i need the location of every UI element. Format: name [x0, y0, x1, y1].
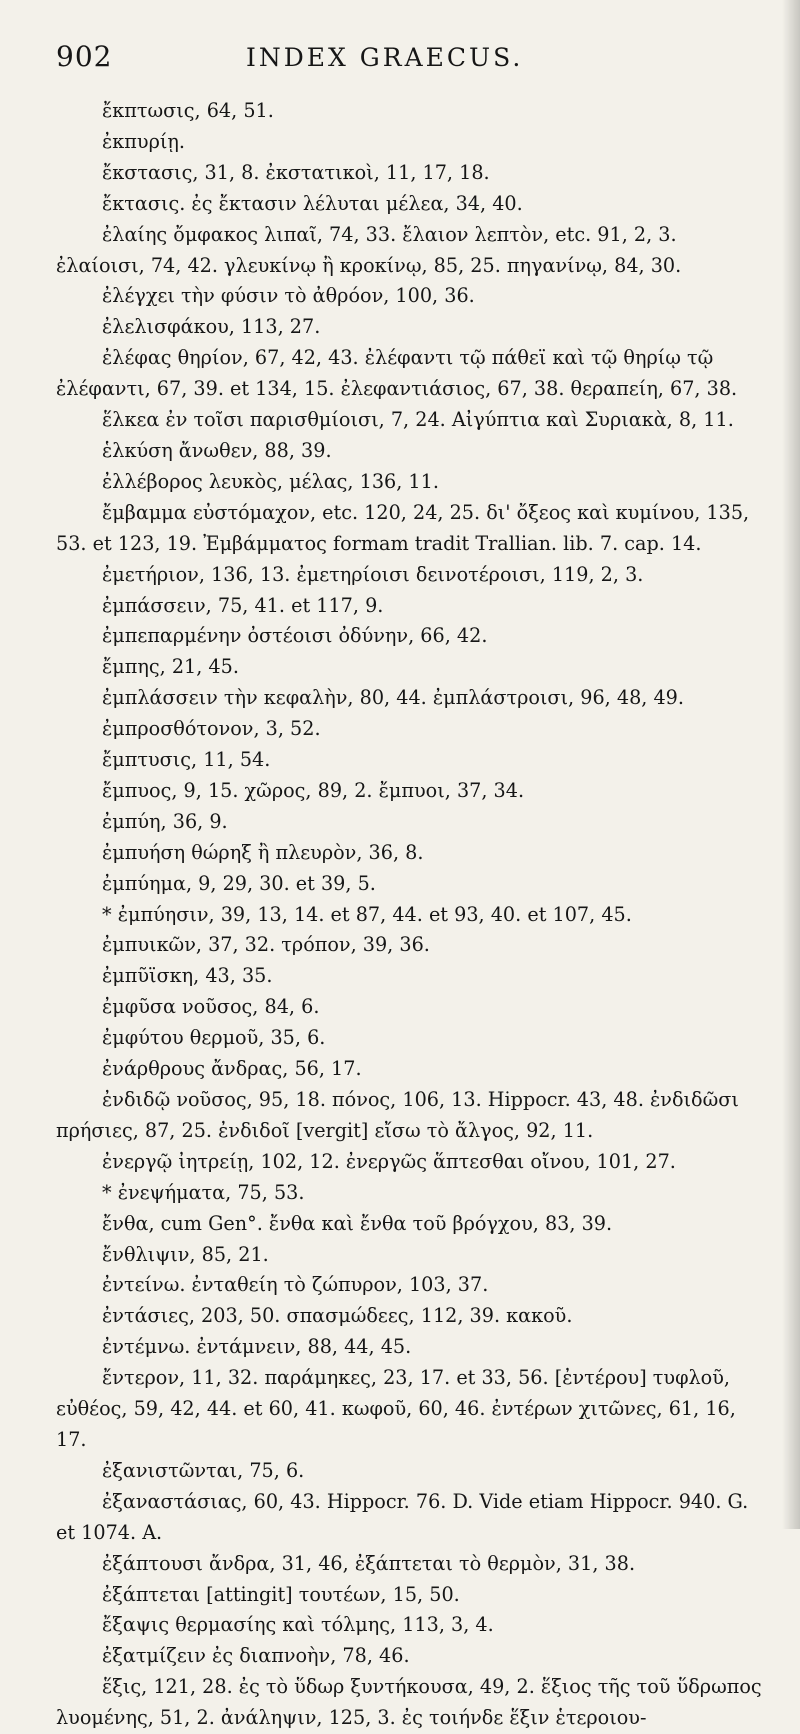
index-entry: ἐμπῦϊσκη, 43, 35. — [102, 964, 273, 988]
index-entry: ἐνάρθρους ἄνδρας, 56, 17. — [102, 1057, 362, 1081]
index-entry: ἐλέγχει τὴν φύσιν τὸ ἀθρόον, 100, 36. — [102, 284, 475, 308]
index-entry: ἔντερον, 11, 32. παράμηκες, 23, 17. et 33, 56. [ἐντέρου] τυφλοῦ, εὐθέος, 59, 42, 44. et 60, 41. κωφοῦ, 60, 46. ἐντέρων χιτῶνες, 61, 16, 17. — [56, 1366, 736, 1451]
index-entry: ἔμπτυσις, 11, 54. — [102, 748, 271, 772]
index-entry: ἐμπλάσσειν τὴν κεφαλὴν, 80, 44. ἐμπλάστροισι, 96, 48, 49. — [102, 686, 684, 710]
index-entry: ἐμπύημα, 9, 29, 30. et 39, 5. — [102, 871, 376, 895]
index-entry: ἔμβαμμα εὐστόμαχον, etc. 120, 24, 25. δι' ὄξεος καὶ κυμίνου, 135, 53. et 123, 19. Ἐμβάμματος formam tradit Trallian. lib. 7. cap. 14. — [56, 500, 750, 555]
index-entry: ἐμπεπαρμένην ὀστέοισι ὀδύνην, 66, 42. — [102, 624, 488, 648]
index-entry: ἐξανιστῶνται, 75, 6. — [102, 1458, 305, 1482]
index-entry: ἐξαναστάσιας, 60, 43. Hippocr. 76. D. Vide etiam Hippocr. 940. G. et 1074. A. — [56, 1489, 749, 1544]
index-entry: ἐμετήριον, 136, 13. ἐμετηρίοισι δεινοτέροισι, 119, 2, 3. — [102, 562, 644, 586]
index-entry: ἐκπυρίῃ. — [102, 129, 185, 153]
index-entry: ἐμφῦσα νοῦσος, 84, 6. — [102, 995, 320, 1019]
index-entry: * ἐνεψήματα, 75, 53. — [102, 1180, 305, 1204]
index-entry: ἐντείνω. ἐνταθείη τὸ ζώπυρον, 103, 37. — [102, 1273, 489, 1297]
index-entry: * ἐμπύησιν, 39, 13, 14. et 87, 44. et 93, 40. et 107, 45. — [102, 902, 632, 926]
index-entry: ἐμφύτου θερμοῦ, 35, 6. — [102, 1026, 326, 1050]
index-entry: ἐνεργῷ ἰητρείῃ, 102, 12. ἐνεργῶς ἅπτεσθαι οἴνου, 101, 27. — [102, 1149, 676, 1173]
index-entry: ἔκτασις. ἐς ἔκτασιν λέλυται μέλεα, 34, 40. — [102, 191, 523, 215]
index-entry: ἐλλέβορος λευκὸς, μέλας, 136, 11. — [102, 469, 439, 493]
index-entry: ἐμπύη, 36, 9. — [102, 809, 228, 833]
index-entry: ἑλκύση ἄνωθεν, 88, 39. — [102, 438, 332, 462]
index-entries — [56, 96, 764, 1734]
index-entry: ἐμπυικῶν, 37, 32. τρόπον, 39, 36. — [102, 933, 430, 957]
index-entry: ἐντέμνω. ἐντάμνειν, 88, 44, 45. — [102, 1335, 412, 1359]
index-entry: ἔμπυος, 9, 15. χῶρος, 89, 2. ἔμπυοι, 37, 34. — [102, 778, 525, 802]
page-edge-shadow — [782, 0, 800, 1529]
index-entry: ἐξάπτεται [attingit] τουτέων, 15, 50. — [102, 1582, 460, 1606]
index-entry: ἐμπυήση θώρηξ ἢ πλευρὸν, 36, 8. — [102, 840, 424, 864]
index-entry: ἐξάπτουσι ἄνδρα, 31, 46, ἐξάπτεται τὸ θερμὸν, 31, 38. — [102, 1551, 636, 1575]
index-entry: ἕξις, 121, 28. ἐς τὸ ὕδωρ ξυντήκουσα, 49, 2. ἕξιος τῆς τοῦ ὕδρωπος λυομένης, 51, 2. ἀνάληψιν, 125, 3. ἐς τοιήνδε ἕξιν ἑτεροιου- — [56, 1675, 762, 1730]
index-entry: ἐλαίης ὄμφακος λιπαῖ, 74, 33. ἔλαιον λεπτὸν, etc. 91, 2, 3. ἐλαίοισι, 74, 42. γλευκίνῳ ἢ κροκίνῳ, 85, 25. πηγανίνῳ, 84, 30. — [56, 222, 682, 277]
index-entry: ἐξατμίζειν ἐς διαπνοὴν, 78, 46. — [102, 1644, 410, 1668]
index-entry: ἐμπροσθότονον, 3, 52. — [102, 717, 321, 741]
index-entry: ἐλέφας θηρίον, 67, 42, 43. ἐλέφαντι τῷ πάθεϊ καὶ τῷ θηρίῳ τῷ ἐλέφαντι, 67, 39. et 134, 15. ἐλεφαντιάσιος, 67, 38. θεραπείη, 67, 38. — [56, 346, 738, 401]
index-entry: ἔκπτωσις, 64, 51. — [102, 99, 274, 122]
index-entry: ἔνθα, cum Gen°. ἔνθα καὶ ἔνθα τοῦ βρόγχου, 83, 39. — [102, 1211, 613, 1235]
index-entry: ἕλκεα ἐν τοῖσι παρισθμίοισι, 7, 24. Αἰγύπτια καὶ Συριακὰ, 8, 11. — [102, 408, 734, 432]
index-entry: ἐντάσιες, 203, 50. σπασμώδεες, 112, 39. κακοῦ. — [102, 1304, 573, 1328]
index-entry: ἔνθλιψιν, 85, 21. — [102, 1242, 269, 1266]
index-entry: ἐλελισφάκου, 113, 27. — [102, 315, 321, 339]
running-title: INDEX GRAECUS. — [246, 43, 524, 72]
page-number: 902 — [56, 40, 113, 73]
index-entry: ἐμπάσσειν, 75, 41. et 117, 9. — [102, 593, 384, 617]
index-entry: ἔκστασις, 31, 8. ἐκστατικοὶ, 11, 17, 18. — [102, 160, 490, 184]
index-entry: ἔμπης, 21, 45. — [102, 655, 239, 679]
page-header — [56, 40, 764, 80]
index-entry: ἐνδιδῷ νοῦσος, 95, 18. πόνος, 106, 13. Hippocr. 43, 48. ἐνδιδῶσι πρήσιες, 87, 25. ἐνδιδοῖ [vergit] εἴσω τὸ ἄλγος, 92, 11. — [56, 1088, 739, 1142]
index-entry: ἔξαψις θερμασίης καὶ τόλμης, 113, 3, 4. — [102, 1613, 494, 1637]
